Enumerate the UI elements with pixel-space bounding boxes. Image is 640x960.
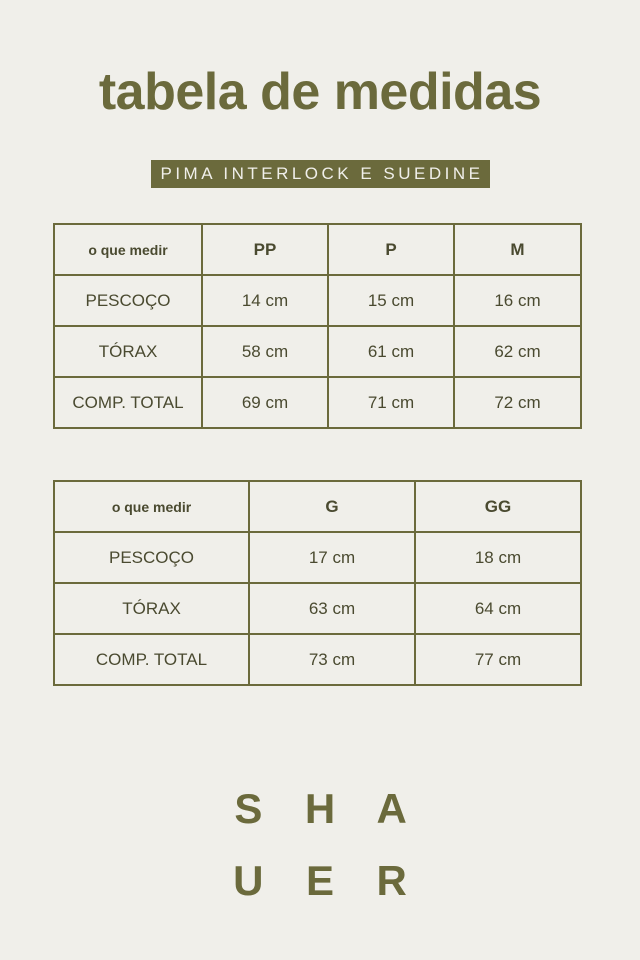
- header-measure: o que medir: [54, 224, 202, 275]
- table-row: [54, 275, 581, 326]
- measure-label: PESCOÇO: [54, 532, 249, 583]
- header-size-pp: PP: [202, 224, 328, 275]
- logo-letter: R: [376, 857, 407, 904]
- table-row: [54, 583, 581, 634]
- table-cell: 63 cm: [249, 583, 415, 634]
- table-cell: 72 cm: [454, 377, 581, 428]
- table-cell: 69 cm: [202, 377, 328, 428]
- header-size-g: G: [249, 481, 415, 532]
- table-cell: 16 cm: [454, 275, 581, 326]
- table-cell: 15 cm: [328, 275, 454, 326]
- logo-letter: E: [305, 857, 334, 904]
- table-row: [54, 377, 581, 428]
- header-size-m: M: [454, 224, 581, 275]
- header-size-p: P: [328, 224, 454, 275]
- table-cell: 62 cm: [454, 326, 581, 377]
- brand-logo-line-2: [0, 856, 640, 906]
- table-cell: 71 cm: [328, 377, 454, 428]
- measure-label: TÓRAX: [54, 583, 249, 634]
- measure-label: TÓRAX: [54, 326, 202, 377]
- logo-letter: A: [376, 785, 407, 832]
- table-row: [54, 634, 581, 685]
- table-cell: 58 cm: [202, 326, 328, 377]
- table-row: [54, 326, 581, 377]
- fabric-subtitle: PIMA INTERLOCK E SUEDINE: [151, 160, 490, 188]
- table-cell: 18 cm: [415, 532, 581, 583]
- measure-label: COMP. TOTAL: [54, 634, 249, 685]
- logo-letter: H: [304, 785, 336, 832]
- header-measure: o que medir: [54, 481, 249, 532]
- size-table-g-gg: [53, 480, 582, 686]
- header-size-gg: GG: [415, 481, 581, 532]
- table-cell: 61 cm: [328, 326, 454, 377]
- table-cell: 73 cm: [249, 634, 415, 685]
- table-cell: 17 cm: [249, 532, 415, 583]
- table-cell: 77 cm: [415, 634, 581, 685]
- size-table-pp-p-m: [53, 223, 582, 429]
- logo-letter: U: [233, 857, 264, 904]
- logo-letter: S: [234, 785, 263, 832]
- subtitle-container: [0, 160, 640, 188]
- page-title: tabela de medidas: [98, 63, 542, 121]
- table-cell: 14 cm: [202, 275, 328, 326]
- table-header-row: [54, 481, 581, 532]
- measure-label: PESCOÇO: [54, 275, 202, 326]
- measure-label: COMP. TOTAL: [54, 377, 202, 428]
- table-cell: 64 cm: [415, 583, 581, 634]
- table-header-row: [54, 224, 581, 275]
- brand-logo-line-1: [0, 784, 640, 834]
- table-row: [54, 532, 581, 583]
